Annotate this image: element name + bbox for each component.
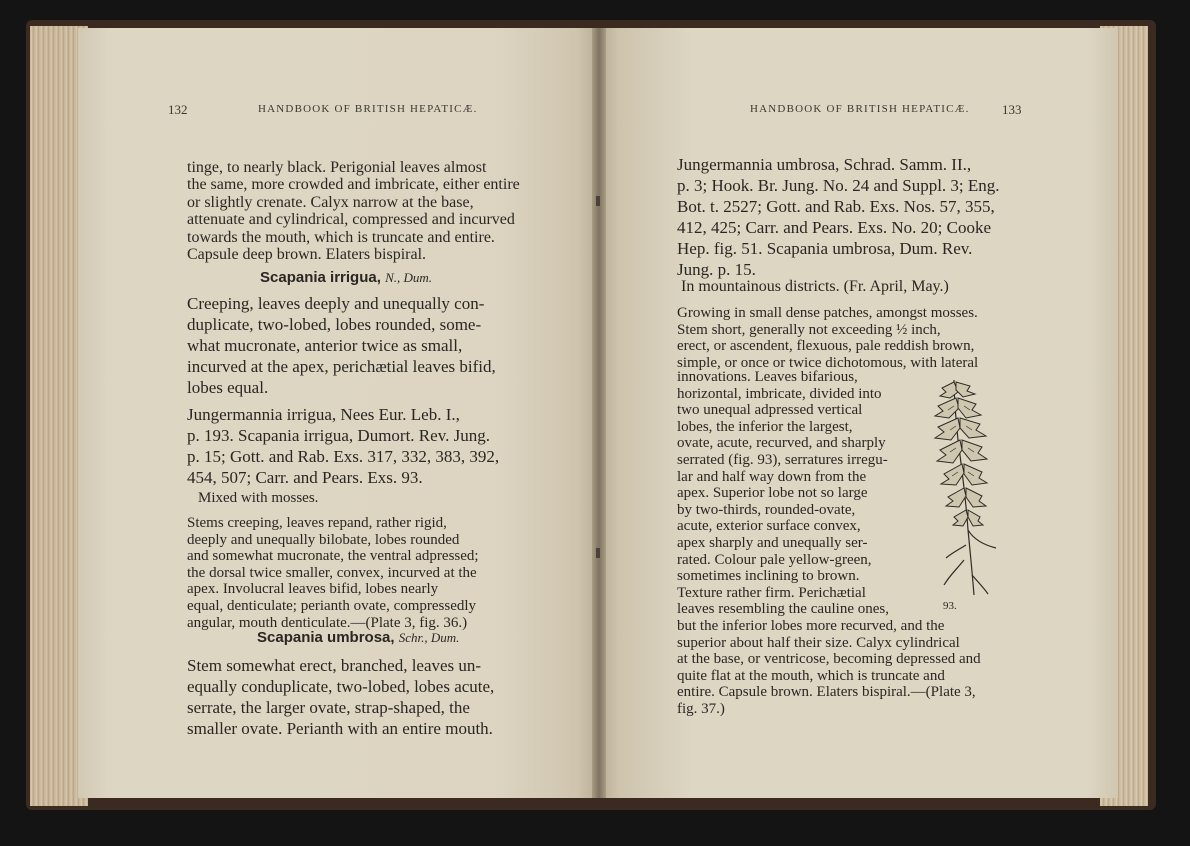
species-name: Scapania umbrosa, bbox=[257, 629, 395, 646]
umbrosa-details-wrapped bbox=[677, 369, 907, 618]
text-line: duplicate, two-lobed, lobes rounded, some- bbox=[187, 315, 482, 334]
text-line: equal, denticulate; perianth ovate, compressedly bbox=[187, 597, 477, 614]
text-line: at the base, or ventricose, becoming depressed and bbox=[677, 651, 981, 668]
text-line: acute, exterior surface convex, bbox=[677, 518, 861, 535]
text-line: serrated (fig. 93), serratures irregu- bbox=[677, 451, 888, 468]
text-line: horizontal, imbricate, divided into bbox=[677, 385, 882, 402]
text-line: entire. Capsule brown. Elaters bispiral.—(Plate 3, bbox=[677, 684, 976, 701]
text-line: Jung. p. 15. bbox=[677, 260, 756, 279]
page-number-right: 133 bbox=[1002, 102, 1022, 117]
umbrosa-details-end bbox=[677, 618, 1022, 718]
text-line: the dorsal twice smaller, convex, incurved at the bbox=[187, 564, 477, 581]
irrigua-details bbox=[187, 515, 532, 631]
book-gutter bbox=[592, 28, 606, 798]
text-line: and somewhat mucronate, the ventral adpressed; bbox=[187, 548, 479, 565]
binding-mark bbox=[596, 196, 600, 206]
text-line: p. 193. Scapania irrigua, Dumort. Rev. Jung. bbox=[187, 426, 490, 445]
text-line: Bot. t. 2527; Gott. and Rab. Exs. Nos. 57, 355, bbox=[677, 197, 995, 216]
text-line: towards the mouth, which is truncate and entire. bbox=[187, 228, 495, 246]
text-line: attenuate and cylindrical, compressed and incurved bbox=[187, 211, 515, 229]
text-line: Stems creeping, leaves repand, rather rigid, bbox=[187, 515, 447, 531]
text-line: Stem short, generally not exceeding ½ inch, bbox=[677, 321, 941, 338]
text-line: Capsule deep brown. Elaters bispiral. bbox=[187, 246, 427, 264]
umbrosa-synonymy bbox=[677, 154, 1022, 280]
irrigua-habitat: Mixed with mosses. bbox=[198, 490, 319, 506]
text-line: by two-thirds, rounded-ovate, bbox=[677, 501, 856, 518]
text-line: 454, 507; Carr. and Pears. Exs. 93. bbox=[187, 468, 423, 487]
text-line: incurved at the apex, perichætial leaves bifid, bbox=[187, 357, 496, 376]
text-line: smaller ovate. Perianth with an entire mouth. bbox=[187, 719, 493, 738]
text-line: Jungermannia umbrosa, Schrad. Samm. II., bbox=[677, 155, 972, 174]
umbrosa-description bbox=[187, 655, 532, 739]
species-name: Scapania irrigua, bbox=[260, 269, 381, 286]
umbrosa-habitat: In mountainous districts. (Fr. April, May.) bbox=[681, 278, 949, 295]
text-line: quite flat at the mouth, which is truncate and bbox=[677, 667, 945, 684]
text-line: 412, 425; Carr. and Pears. Exs. No. 20; Cooke bbox=[677, 218, 991, 237]
scapania-umbrosa-illustration bbox=[904, 370, 1024, 600]
text-line: apex. Involucral leaves bifid, lobes nearly bbox=[187, 581, 439, 598]
text-line: but the inferior lobes more recurved, and the bbox=[677, 618, 945, 634]
running-head-left: HANDBOOK OF BRITISH HEPATICÆ. bbox=[258, 103, 478, 115]
species-authority: N., Dum. bbox=[385, 270, 433, 285]
species-authority: Schr., Dum. bbox=[398, 630, 460, 645]
text-line: superior about half their size. Calyx cylindrical bbox=[677, 634, 960, 651]
species-heading-umbrosa bbox=[257, 629, 459, 646]
text-line: Growing in small dense patches, amongst mosses. bbox=[677, 305, 978, 321]
text-line: rated. Colour pale yellow-green, bbox=[677, 551, 872, 568]
text-line: two unequal adpressed vertical bbox=[677, 402, 863, 419]
text-line: or slightly crenate. Calyx narrow at the base, bbox=[187, 193, 474, 211]
text-line: simple, or once or twice dichotomous, with lateral bbox=[677, 354, 979, 371]
text-line: equally conduplicate, two-lobed, lobes acute, bbox=[187, 677, 495, 696]
binding-mark bbox=[596, 548, 600, 558]
text-line: lobes equal. bbox=[187, 378, 269, 397]
text-line: Creeping, leaves deeply and unequally con- bbox=[187, 294, 485, 313]
text-line: innovations. Leaves bifarious, bbox=[677, 369, 858, 385]
text-line: Hep. fig. 51. Scapania umbrosa, Dum. Rev. bbox=[677, 239, 973, 258]
text-line: apex sharply and unequally ser- bbox=[677, 534, 868, 551]
irrigua-description bbox=[187, 293, 532, 398]
running-head-right: HANDBOOK OF BRITISH HEPATICÆ. bbox=[750, 103, 970, 115]
text-line: p. 15; Gott. and Rab. Exs. 317, 332, 383, 392, bbox=[187, 447, 500, 466]
text-line: Stem somewhat erect, branched, leaves un- bbox=[187, 656, 482, 675]
text-line: serrate, the larger ovate, strap-shaped, the bbox=[187, 698, 470, 717]
text-line: deeply and unequally bilobate, lobes rounded bbox=[187, 531, 460, 548]
text-line: ovate, acute, recurved, and sharply bbox=[677, 435, 886, 452]
text-line: p. 3; Hook. Br. Jung. No. 24 and Suppl. 3; Eng. bbox=[677, 176, 1000, 195]
text-line: sometimes inclining to brown. bbox=[677, 568, 860, 585]
text-line: Texture rather firm. Perichætial bbox=[677, 584, 866, 601]
umbrosa-details-full bbox=[677, 305, 1022, 371]
text-line: angular, mouth denticulate.—(Plate 3, fig. 36.) bbox=[187, 614, 468, 631]
text-line: what mucronate, anterior twice as small, bbox=[187, 336, 463, 355]
intro-paragraph bbox=[187, 159, 532, 263]
text-line: fig. 37.) bbox=[677, 700, 725, 717]
text-line: leaves resembling the cauline ones, bbox=[677, 601, 890, 618]
figure-label: 93. bbox=[943, 600, 957, 612]
text-line: lobes, the inferior the largest, bbox=[677, 418, 853, 435]
text-line: lar and half way down from the bbox=[677, 468, 867, 485]
text-line: the same, more crowded and imbricate, either entire bbox=[187, 176, 520, 194]
text-line: erect, or ascendent, flexuous, pale reddish brown, bbox=[677, 338, 975, 355]
text-line: apex. Superior lobe not so large bbox=[677, 485, 868, 502]
text-line: tinge, to nearly black. Perigonial leaves almost bbox=[187, 159, 487, 176]
page-number-left: 132 bbox=[168, 102, 188, 117]
text-line: Jungermannia irrigua, Nees Eur. Leb. I., bbox=[187, 405, 460, 424]
species-heading-irrigua bbox=[260, 269, 432, 286]
irrigua-synonymy bbox=[187, 404, 532, 488]
